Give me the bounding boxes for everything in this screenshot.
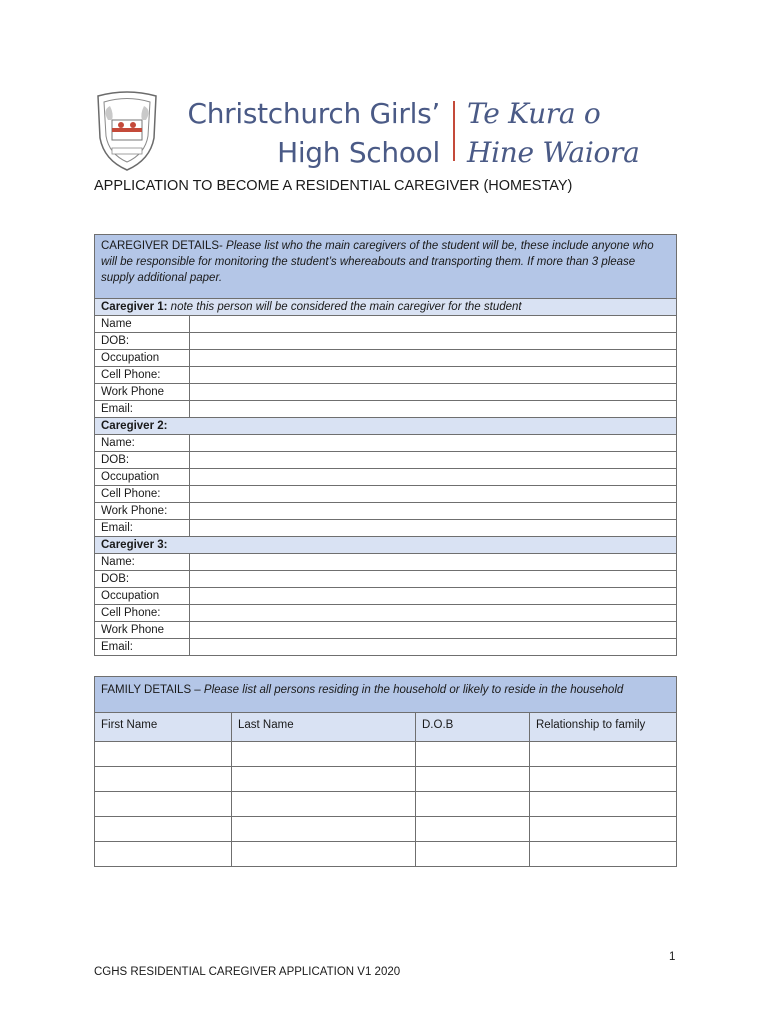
caregiver1-cell-phone-field[interactable] [190,367,677,384]
table-row [95,742,677,767]
last-name-cell[interactable] [232,742,416,767]
caregiver-details-table [94,234,677,656]
caregiver3-name-field[interactable] [190,554,677,571]
relationship-cell[interactable] [530,742,677,767]
caregiver1-dob-field[interactable] [190,333,677,350]
caregiver2-heading: Caregiver 2: [101,420,168,432]
caregiver2-cell-phone-field[interactable] [190,486,677,503]
caregiver3-dob-field[interactable] [190,571,677,588]
header-divider [453,101,455,161]
document-title: APPLICATION TO BECOME A RESIDENTIAL CAREGIVER (HOMESTAY) [94,178,573,194]
family-instructions: Please list all persons residing in the household or likely to reside in the household [200,684,624,696]
relationship-cell[interactable] [530,842,677,867]
caregiver-intro-cell [95,235,677,299]
caregiver1-work-phone-field[interactable] [190,384,677,401]
field-label: DOB: [95,571,190,588]
caregiver3-occupation-field[interactable] [190,588,677,605]
school-name-line1: Christchurch Girls’ [187,97,440,130]
dob-cell[interactable] [416,842,530,867]
family-section-heading: FAMILY DETAILS – [101,684,201,696]
table-row [95,842,677,867]
caregiver2-heading-cell [95,418,677,435]
maori-name-line1: Te Kura o [467,97,601,130]
field-label: Occupation [95,469,190,486]
field-label: Email: [95,639,190,656]
caregiver1-heading: Caregiver 1: [101,301,168,313]
relationship-cell[interactable] [530,767,677,792]
field-label: Email: [95,520,190,537]
field-label: Work Phone [95,384,190,401]
caregiver1-occupation-field[interactable] [190,350,677,367]
family-intro-cell [95,677,677,713]
field-label: Work Phone: [95,503,190,520]
relationship-cell[interactable] [530,817,677,842]
caregiver1-note: note this person will be considered the main caregiver for the student [167,301,522,313]
column-header-first-name: First Name [95,713,232,742]
last-name-cell[interactable] [232,792,416,817]
column-header-last-name: Last Name [232,713,416,742]
field-label: Cell Phone: [95,367,190,384]
field-label: Occupation [95,588,190,605]
caregiver1-name-field[interactable] [190,316,677,333]
first-name-cell[interactable] [95,742,232,767]
caregiver2-work-phone-field[interactable] [190,503,677,520]
last-name-cell[interactable] [232,842,416,867]
field-label: Cell Phone: [95,486,190,503]
first-name-cell[interactable] [95,817,232,842]
school-name-maori [467,94,640,172]
field-label: Cell Phone: [95,605,190,622]
field-label: Name: [95,554,190,571]
school-name-line2: High School [277,136,440,169]
maori-name-line2: Hine Waiora [467,136,640,169]
caregiver2-email-field[interactable] [190,520,677,537]
field-label: Occupation [95,350,190,367]
table-row [95,792,677,817]
first-name-cell[interactable] [95,767,232,792]
field-label: Name: [95,435,190,452]
school-crest-icon [94,90,160,172]
first-name-cell[interactable] [95,842,232,867]
caregiver3-cell-phone-field[interactable] [190,605,677,622]
caregiver3-work-phone-field[interactable] [190,622,677,639]
last-name-cell[interactable] [232,767,416,792]
relationship-cell[interactable] [530,792,677,817]
caregiver2-dob-field[interactable] [190,452,677,469]
dob-cell[interactable] [416,767,530,792]
table-row [95,767,677,792]
family-details-table [94,676,677,867]
caregiver1-email-field[interactable] [190,401,677,418]
field-label: Email: [95,401,190,418]
column-header-dob: D.O.B [416,713,530,742]
field-label: DOB: [95,333,190,350]
field-label: Name [95,316,190,333]
last-name-cell[interactable] [232,817,416,842]
caregiver2-name-field[interactable] [190,435,677,452]
caregiver-section-heading: CAREGIVER DETAILS- [101,240,223,252]
caregiver1-heading-cell [95,299,677,316]
caregiver2-occupation-field[interactable] [190,469,677,486]
table-row [95,817,677,842]
footer-text: CGHS RESIDENTIAL CAREGIVER APPLICATION V1 2020 [94,966,401,978]
dob-cell[interactable] [416,817,530,842]
page-number: 1 [669,951,676,963]
field-label: Work Phone [95,622,190,639]
dob-cell[interactable] [416,742,530,767]
caregiver3-heading-cell [95,537,677,554]
caregiver3-email-field[interactable] [190,639,677,656]
first-name-cell[interactable] [95,792,232,817]
dob-cell[interactable] [416,792,530,817]
column-header-relationship: Relationship to family [530,713,677,742]
field-label: DOB: [95,452,190,469]
school-name-english [172,94,440,172]
caregiver3-heading: Caregiver 3: [101,539,168,551]
caregiver-instructions: Please list who the main caregivers of the student will be, these include anyone who will be responsible for monitoring the student’s whereabouts and transporting them. If more than 3 please supply additional paper. [101,240,654,284]
